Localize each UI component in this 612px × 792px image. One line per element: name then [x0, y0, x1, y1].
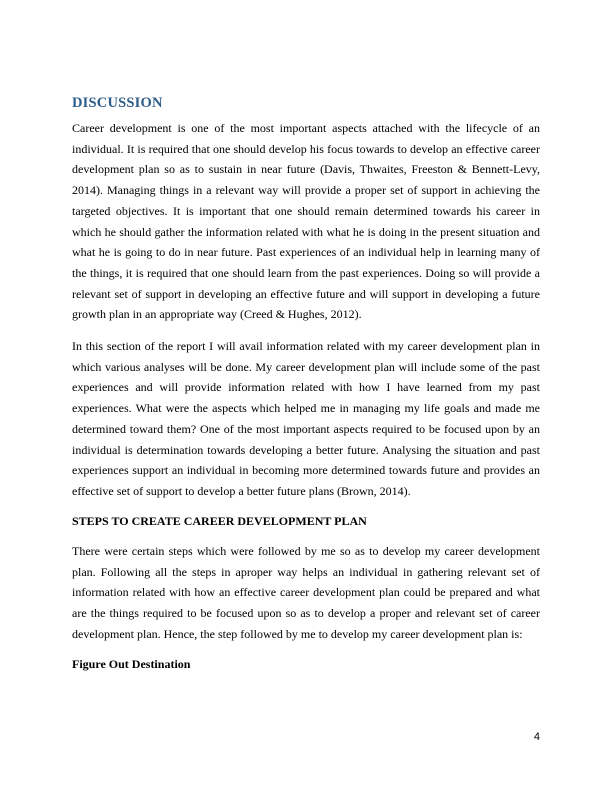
page-number: 4 [533, 731, 540, 743]
paragraph-steps: There were certain steps which were followed by me so as to develop my career development plan. Following all the steps in aproper way helps an individual in gathering relevant set of information related with how an effective career development plan could be prepared and what are the things required to be focused upon so as to develop a proper and relevant set of career development plan. Hence, the step followed by me to develop my career development plan is: [72, 544, 540, 641]
section-heading-discussion: DISCUSSION [72, 95, 163, 111]
paragraph-career-development: Career development is one of the most important aspects attached with the lifecycle of an individual. It is required that one should develop his focus towards to develop an effective career development plan so as to sustain in near future (Davis, Thwaites, Freeston & Bennett-Levy, 2014). Managing things in a relevant way will provide a proper set of support in achieving the targeted objectives. It is important that one should remain determined towards his career in which he should gather the information related with what he is doing in the present situation and what he is going to do in near future. Past experiences of an individual help in learning many of the things, it is required that one should learn from the past experiences. Doing so will provide a relevant set of support in developing an effective future and will support in developing a future growth plan in an appropriate way (Creed & Hughes, 2012). [72, 121, 540, 322]
paragraph-report-section: In this section of the report I will avail information related with my career development plan in which various analyses will be done. My career development plan will include some of the past experiences and will provide information related with how I have learned from my past experiences. What were the aspects which helped me in managing my life goals and made me determined toward them? One of the most important aspects required to be focused upon by an individual is determination towards developing a better future. Analysing the situation and past experiences support an individual in becoming more determined towards future and provides an effective set of support to develop a better future plans (Brown, 2014). [72, 339, 540, 498]
subheading-steps: STEPS TO CREATE CAREER DEVELOPMENT PLAN [72, 514, 367, 528]
subheading-figure-out-destination: Figure Out Destination [72, 657, 191, 671]
